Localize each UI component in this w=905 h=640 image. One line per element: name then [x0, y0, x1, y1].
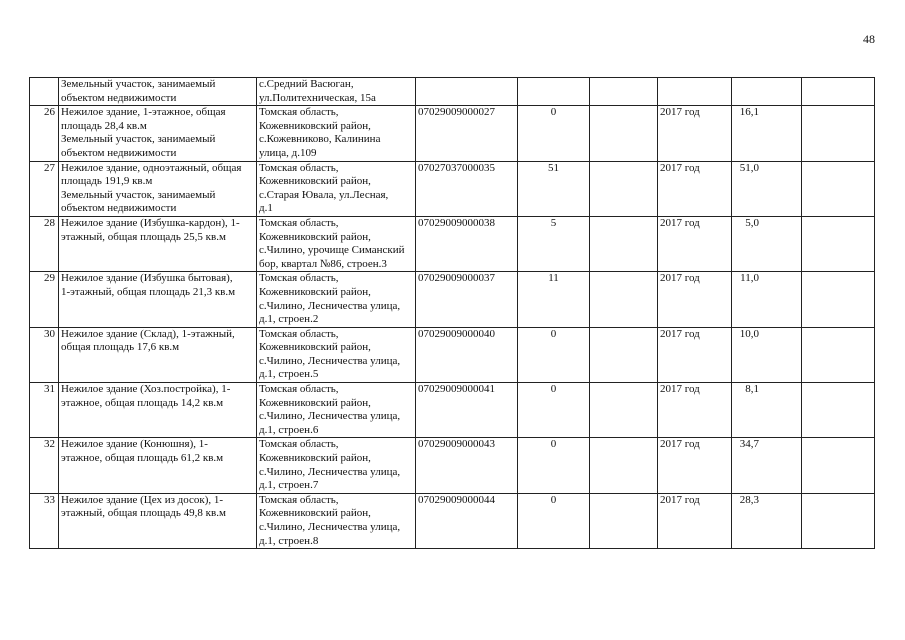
address-cell-line: с.Чилино, Лесничества улица,: [259, 354, 401, 367]
address-cell-line: Томская область,: [259, 161, 339, 174]
page-number: 48: [863, 32, 875, 46]
object-description-cell-line: Нежилое здание (Конюшня), 1-: [61, 438, 208, 451]
object-description-cell-line: объектом недвижимости: [61, 202, 177, 215]
object-description-cell-line: этажный, общая площадь 49,8 кв.м: [61, 507, 226, 520]
value-cell: 51,0: [732, 161, 802, 216]
value-cell: 5,0: [732, 216, 802, 271]
table-row: [30, 327, 875, 382]
year-cell: 2017 год: [658, 383, 732, 438]
address-cell-line: с.Чилино, урочище Симанский: [259, 244, 405, 257]
table-row: [30, 161, 875, 216]
address-cell: [257, 272, 416, 327]
object-description-cell-line: Нежилое здание (Избушка бытовая),: [61, 272, 233, 285]
value-cell: 16,1: [732, 106, 802, 161]
address-cell-line: Кожевниковский район,: [259, 285, 371, 298]
row-number-cell: 30: [30, 327, 59, 382]
value-cell: 28,3: [732, 493, 802, 548]
object-description-cell-line: Нежилое здание (Хоз.постройка), 1-: [61, 383, 231, 396]
object-description-cell-line: площадь 28,4 кв.м: [61, 119, 147, 132]
object-description-cell-line: Земельный участок, занимаемый: [61, 133, 216, 146]
object-description-cell: [59, 383, 257, 438]
object-description-cell: [59, 161, 257, 216]
table-row: [30, 106, 875, 161]
address-cell-line: с.Чилино, Лесничества улица,: [259, 465, 401, 478]
row-number-cell: 29: [30, 272, 59, 327]
object-description-cell-line: этажное, общая площадь 61,2 кв.м: [61, 452, 224, 465]
value-cell: 8,1: [732, 383, 802, 438]
extra-cell: [802, 327, 875, 382]
quantity-cell: 0: [518, 106, 590, 161]
object-description-cell-line: Нежилое здание, одноэтажный, общая: [61, 161, 242, 174]
address-cell-line: Кожевниковский район,: [259, 175, 371, 188]
cadastral-number-cell: 07029009000040: [416, 327, 518, 382]
cadastral-number-cell: 07029009000043: [416, 438, 518, 493]
year-cell: 2017 год: [658, 161, 732, 216]
address-cell-line: Томская область,: [259, 216, 339, 229]
quantity-cell: 0: [518, 327, 590, 382]
empty-cell: [590, 383, 658, 438]
address-cell-line: Томская область,: [259, 383, 339, 396]
empty-cell: [590, 106, 658, 161]
object-description-cell-line: площадь 191,9 кв.м: [61, 175, 153, 188]
address-cell: [257, 216, 416, 271]
quantity-cell: 51: [518, 161, 590, 216]
year-cell: 2017 год: [658, 216, 732, 271]
empty-cell: [590, 493, 658, 548]
object-description-cell: [59, 106, 257, 161]
row-number-cell: 26: [30, 106, 59, 161]
year-cell: [658, 78, 732, 106]
address-cell-line: Кожевниковский район,: [259, 230, 371, 243]
extra-cell: [802, 216, 875, 271]
address-cell-line: Томская область,: [259, 106, 339, 119]
object-description-cell-line: Нежилое здание, 1-этажное, общая: [61, 106, 226, 119]
address-cell-line: с.Чилино, Лесничества улица,: [259, 299, 401, 312]
address-cell: [257, 327, 416, 382]
address-cell: [257, 161, 416, 216]
table-row: [30, 272, 875, 327]
cadastral-number-cell: 07029009000041: [416, 383, 518, 438]
cadastral-number-cell: 07029009000027: [416, 106, 518, 161]
value-cell: 10,0: [732, 327, 802, 382]
object-description-cell-line: объектом недвижимости: [61, 146, 177, 159]
object-description-cell: [59, 216, 257, 271]
value-cell: 11,0: [732, 272, 802, 327]
address-cell-line: д.1: [259, 202, 273, 215]
address-cell-line: Кожевниковский район,: [259, 452, 371, 465]
address-cell-line: с.Кожевниково, Калинина: [259, 133, 381, 146]
object-description-cell-line: Нежилое здание (Избушка-кардон), 1-: [61, 216, 240, 229]
address-cell: [257, 438, 416, 493]
year-cell: 2017 год: [658, 106, 732, 161]
address-cell-line: улица, д.109: [259, 146, 317, 159]
address-cell-line: д.1, строен.8: [259, 534, 319, 547]
quantity-cell: 5: [518, 216, 590, 271]
object-description-cell-line: Нежилое здание (Склад), 1-этажный,: [61, 327, 235, 340]
value-cell: 34,7: [732, 438, 802, 493]
empty-cell: [590, 216, 658, 271]
cadastral-number-cell: [416, 78, 518, 106]
empty-cell: [590, 438, 658, 493]
address-cell-line: д.1, строен.6: [259, 423, 319, 436]
empty-cell: [590, 78, 658, 106]
object-description-cell: [59, 272, 257, 327]
address-cell-line: с.Чилино, Лесничества улица,: [259, 410, 401, 423]
value-cell: [732, 78, 802, 106]
empty-cell: [590, 327, 658, 382]
address-cell-line: с.Старая Ювала, ул.Лесная,: [259, 188, 389, 201]
address-cell-line: Кожевниковский район,: [259, 396, 371, 409]
address-cell: [257, 383, 416, 438]
object-description-cell: [59, 493, 257, 548]
empty-cell: [590, 161, 658, 216]
row-number-cell: 32: [30, 438, 59, 493]
row-number-cell: 28: [30, 216, 59, 271]
extra-cell: [802, 161, 875, 216]
object-description-cell: [59, 78, 257, 106]
address-cell-line: Кожевниковский район,: [259, 119, 371, 132]
address-cell: [257, 493, 416, 548]
object-description-cell-line: этажный, общая площадь 25,5 кв.м: [61, 230, 226, 243]
row-number-cell: 27: [30, 161, 59, 216]
table-row: [30, 383, 875, 438]
quantity-cell: [518, 78, 590, 106]
year-cell: 2017 год: [658, 493, 732, 548]
year-cell: 2017 год: [658, 438, 732, 493]
quantity-cell: 0: [518, 383, 590, 438]
address-cell: [257, 78, 416, 106]
extra-cell: [802, 272, 875, 327]
year-cell: 2017 год: [658, 272, 732, 327]
object-description-cell-line: общая площадь 17,6 кв.м: [61, 341, 180, 354]
quantity-cell: 0: [518, 493, 590, 548]
address-cell-line: Кожевниковский район,: [259, 341, 371, 354]
address-cell-line: д.1, строен.2: [259, 313, 319, 326]
object-description-cell-line: Нежилое здание (Цех из досок), 1-: [61, 493, 224, 506]
table-row: [30, 78, 875, 106]
cadastral-number-cell: 07027037000035: [416, 161, 518, 216]
cadastral-number-cell: 07029009000037: [416, 272, 518, 327]
address-cell-line: Томская область,: [259, 493, 339, 506]
table-row: [30, 438, 875, 493]
table-row: [30, 493, 875, 548]
extra-cell: [802, 438, 875, 493]
address-cell-line: ул.Политехническая, 15а: [259, 91, 376, 104]
address-cell-line: Томская область,: [259, 327, 339, 340]
address-cell-line: бор, квартал №86, строен.3: [259, 257, 387, 270]
object-description-cell-line: Земельный участок, занимаемый: [61, 78, 216, 90]
quantity-cell: 0: [518, 438, 590, 493]
extra-cell: [802, 106, 875, 161]
object-description-cell: [59, 327, 257, 382]
address-cell-line: с.Средний Васюган,: [259, 78, 354, 90]
object-description-cell-line: Земельный участок, занимаемый: [61, 188, 216, 201]
cadastral-number-cell: 07029009000038: [416, 216, 518, 271]
table-body: [30, 78, 875, 549]
address-cell-line: д.1, строен.7: [259, 479, 319, 492]
address-cell-line: д.1, строен.5: [259, 368, 319, 381]
object-description-cell-line: объектом недвижимости: [61, 91, 177, 104]
cadastral-number-cell: 07029009000044: [416, 493, 518, 548]
row-number-cell: 31: [30, 383, 59, 438]
extra-cell: [802, 383, 875, 438]
object-description-cell-line: этажное, общая площадь 14,2 кв.м: [61, 396, 224, 409]
property-table: [29, 77, 875, 549]
object-description-cell: [59, 438, 257, 493]
row-number-cell: 33: [30, 493, 59, 548]
address-cell-line: Томская область,: [259, 438, 339, 451]
address-cell-line: Томская область,: [259, 272, 339, 285]
row-number-cell: [30, 78, 59, 106]
empty-cell: [590, 272, 658, 327]
address-cell: [257, 106, 416, 161]
extra-cell: [802, 78, 875, 106]
table-row: [30, 216, 875, 271]
address-cell-line: с.Чилино, Лесничества улица,: [259, 521, 401, 533]
year-cell: 2017 год: [658, 327, 732, 382]
object-description-cell-line: 1-этажный, общая площадь 21,3 кв.м: [61, 285, 236, 298]
address-cell-line: Кожевниковский район,: [259, 507, 371, 520]
quantity-cell: 11: [518, 272, 590, 327]
extra-cell: [802, 493, 875, 548]
